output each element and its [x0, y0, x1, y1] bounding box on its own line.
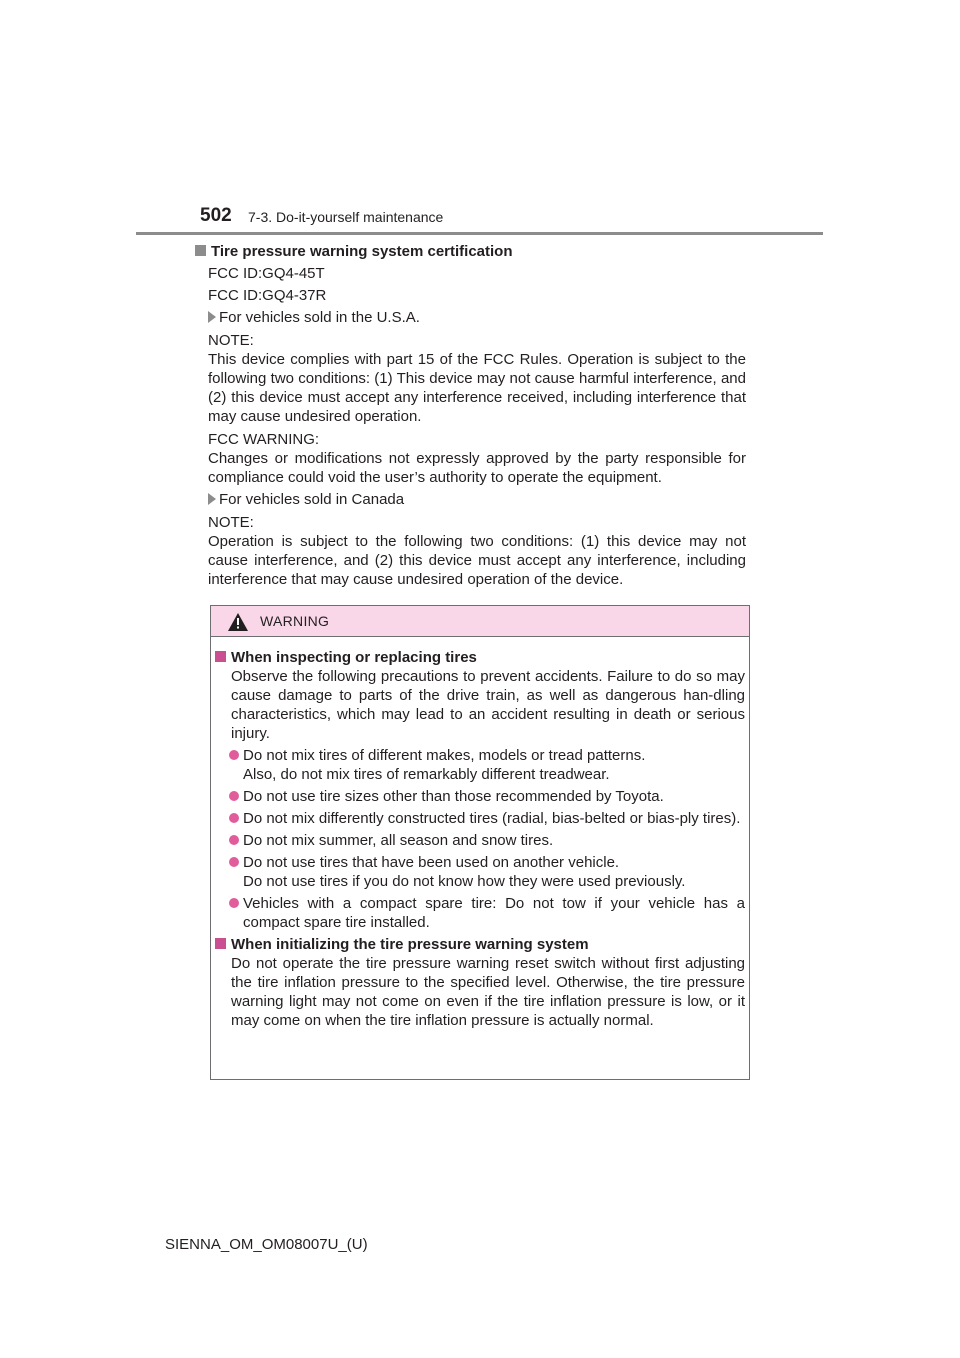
bullet-text: Do not use tire sizes other than those recommended by Toyota. — [243, 788, 664, 805]
usa-item — [208, 308, 746, 327]
circle-bullet-icon — [229, 791, 239, 801]
usa-label: For vehicles sold in the U.S.A. — [219, 309, 420, 326]
section-title: 7-3. Do-it-yourself maintenance — [248, 209, 444, 225]
fcc-id-2: FCC ID:GQ4-37R — [208, 287, 327, 304]
circle-bullet-icon — [229, 835, 239, 845]
initializing-text: Do not operate the tire pressure warning reset switch without first adjusting the tire inflation pressure to the specified level. Otherwise, the tire pressure warning light may not come on even if the tire inflation pressure is low, or it may come on when the tire inflation pressure is actually normal. — [231, 955, 745, 1029]
bullet-text: Do not mix tires of different makes, models or tread patterns. — [243, 747, 646, 764]
list-item — [215, 746, 745, 784]
canada-label: For vehicles sold in Canada — [219, 491, 405, 508]
initializing-heading-text: When initializing the tire pressure warning system — [231, 936, 589, 953]
certification-heading — [195, 242, 746, 261]
page-number: 502 — [200, 205, 232, 226]
list-item — [215, 831, 745, 850]
fcc-warning-text: Changes or modifications not expressly approved by the party responsible for compliance could void the user’s authority to operate the equipment. — [208, 450, 746, 486]
initializing-heading — [215, 935, 745, 954]
warning-content — [215, 648, 745, 1030]
bullet-text: Do not mix summer, all season and snow tires. — [243, 832, 554, 849]
inspecting-text: Observe the following precautions to prevent accidents. Failure to do so may cause damage to parts of the drive train, as well as dangerous han-dling characteristics, which may lead to an accident resulting in death or serious injury. — [231, 668, 745, 742]
main-content — [208, 242, 746, 589]
bullet-text: Vehicles with a compact spare tire: Do not tow if your vehicle has a compact spare tire installed. — [243, 895, 745, 931]
list-item — [215, 853, 745, 891]
bullet-text-line2: Also, do not mix tires of remarkably different treadwear. — [243, 766, 610, 783]
usa-note — [208, 331, 746, 426]
inspecting-heading-text: When inspecting or replacing tires — [231, 649, 477, 666]
bullet-text: Do not use tires that have been used on another vehicle. — [243, 854, 620, 871]
warning-triangle-icon — [228, 613, 248, 631]
canada-item — [208, 490, 746, 509]
fcc-warning-title: FCC WARNING: — [208, 431, 320, 448]
circle-bullet-icon — [229, 813, 239, 823]
arrow-right-icon — [208, 311, 216, 323]
list-item — [215, 894, 745, 932]
circle-bullet-icon — [229, 857, 239, 867]
canada-note-title: NOTE: — [208, 514, 254, 531]
warning-header — [211, 606, 749, 637]
bullet-text: Do not mix differently constructed tires (radial, bias-belted or bias-ply tires). — [243, 810, 741, 827]
canada-note — [208, 513, 746, 589]
fcc-warning — [208, 430, 746, 487]
header-divider — [136, 232, 823, 235]
warning-box — [210, 605, 750, 1080]
bullet-text-line2: Do not use tires if you do not know how they were used previously. — [243, 873, 686, 890]
list-item — [215, 809, 745, 828]
square-bullet-icon — [215, 938, 226, 949]
inspecting-heading — [215, 648, 745, 667]
circle-bullet-icon — [229, 750, 239, 760]
list-item — [215, 787, 745, 806]
usa-note-title: NOTE: — [208, 332, 254, 349]
square-bullet-icon — [215, 651, 226, 662]
arrow-right-icon — [208, 493, 216, 505]
document-code: SIENNA_OM_OM08007U_(U) — [165, 1236, 368, 1253]
square-bullet-icon — [195, 245, 206, 256]
certification-heading-text: Tire pressure warning system certification — [211, 243, 513, 260]
usa-note-text: This device complies with part 15 of the FCC Rules. Operation is subject to the following two conditions: (1) This device may not cause harmful interference, and (2) this device must accept any interference received, including interference that may cause undesired operation. — [208, 351, 746, 425]
canada-note-text: Operation is subject to the following two conditions: (1) this device may not cause interference, and (2) this device must accept any interference, including interference that may cause undesired operation of the device. — [208, 533, 746, 588]
circle-bullet-icon — [229, 898, 239, 908]
fcc-id-1: FCC ID:GQ4-45T — [208, 265, 325, 282]
warning-label: WARNING — [260, 613, 330, 629]
